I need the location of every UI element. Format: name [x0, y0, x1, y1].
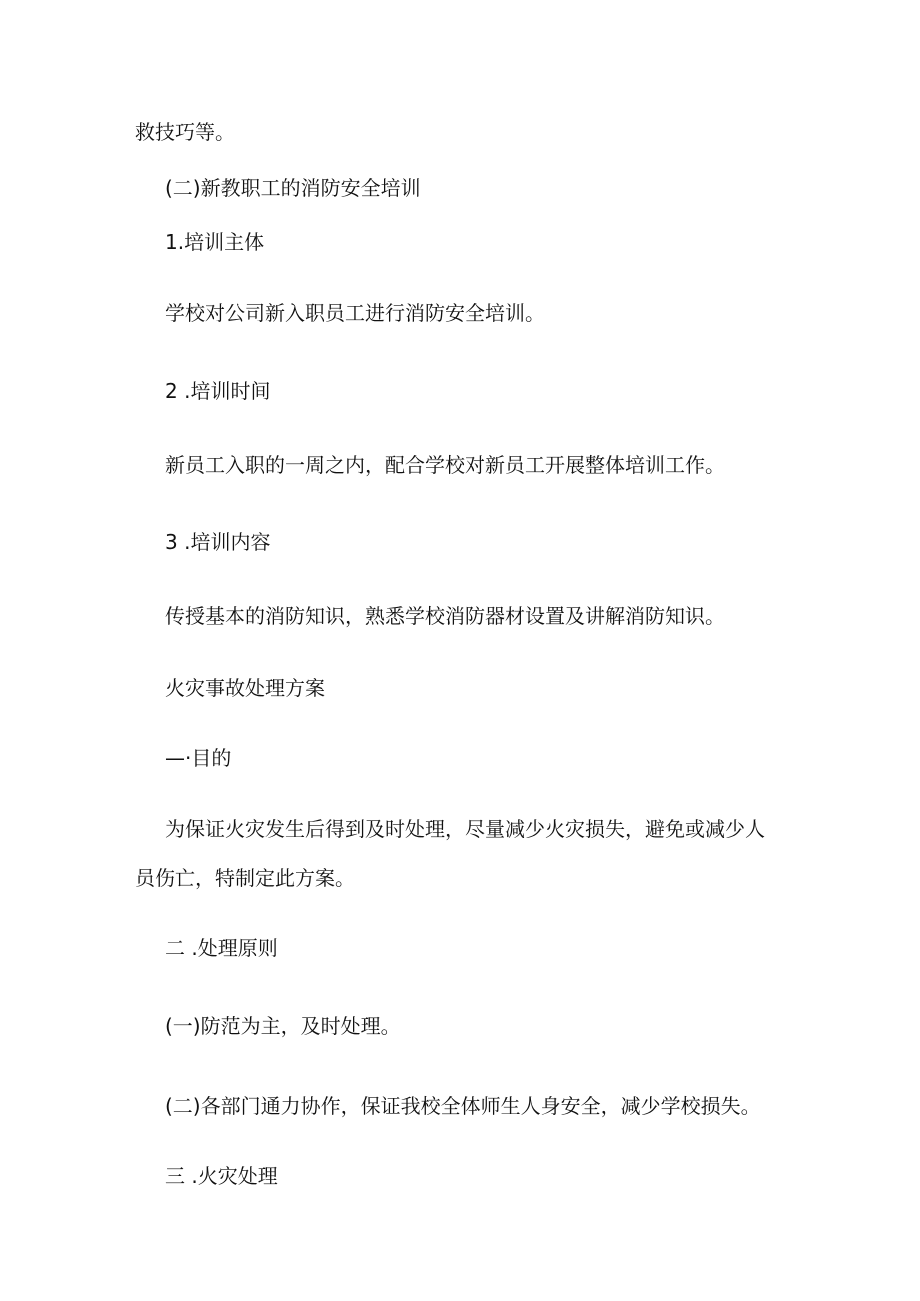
heading-fire-handling: 三 .火灾处理: [165, 1164, 278, 1188]
text-line-continuation: 救技巧等。: [135, 120, 235, 144]
paragraph-purpose-line-1: 为保证火灾发生后得到及时处理，尽量减少火灾损失，避免或减少人: [165, 817, 765, 841]
heading-purpose: —·目的: [165, 746, 232, 770]
paragraph-training-time: 新员工入职的一周之内，配合学校对新员工开展整体培训工作。: [165, 453, 725, 477]
heading-training-time: 2 .培训时间: [165, 379, 271, 403]
heading-principles: 二 .处理原则: [165, 936, 278, 960]
heading-training-content: 3 .培训内容: [165, 530, 271, 554]
section-title-fire-plan: 火灾事故处理方案: [165, 676, 325, 700]
paragraph-training-content: 传授基本的消防知识，熟悉学校消防器材设置及讲解消防知识。: [165, 604, 725, 628]
paragraph-purpose-line-2: 员伤亡，特制定此方案。: [135, 866, 355, 890]
heading-training-subject: 1.培训主体: [165, 230, 265, 254]
principle-item-1: (一)防范为主，及时处理。: [165, 1014, 401, 1038]
heading-new-staff-training: (二)新教职工的消防安全培训: [165, 176, 421, 200]
principle-item-2: (二)各部门通力协作，保证我校全体师生人身安全，减少学校损失。: [165, 1094, 761, 1118]
paragraph-training-subject: 学校对公司新入职员工进行消防安全培训。: [165, 301, 545, 325]
